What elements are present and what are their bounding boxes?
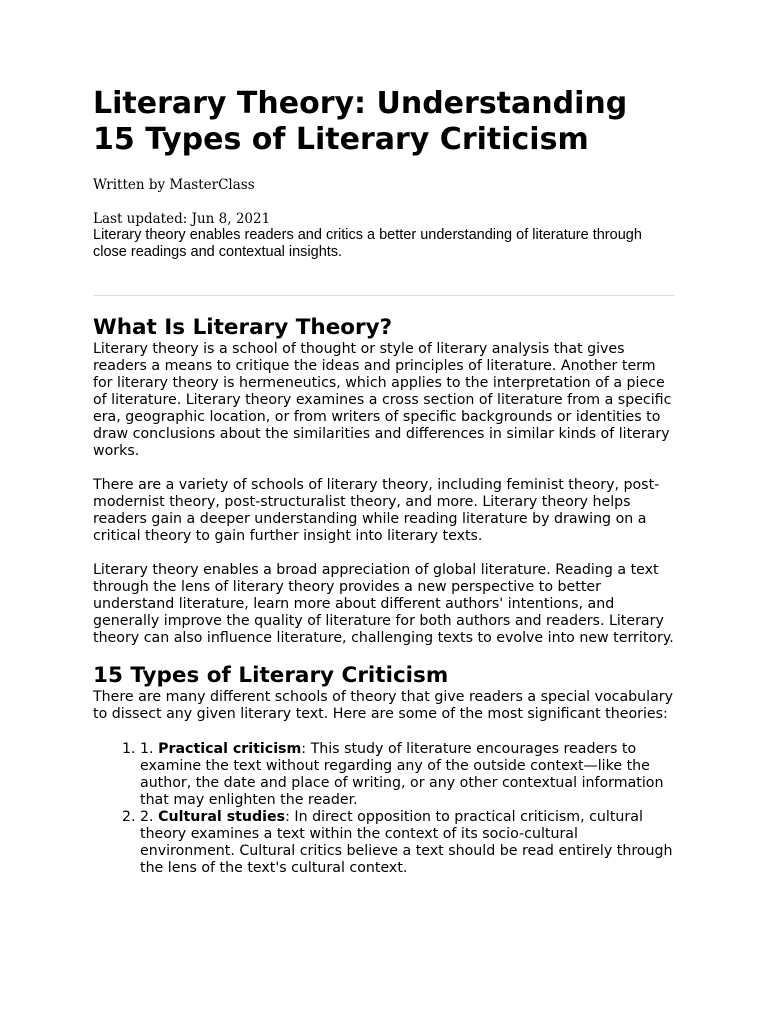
item-term: Practical criticism — [158, 741, 302, 757]
article — [93, 86, 675, 877]
divider — [93, 295, 675, 296]
list-item — [140, 741, 675, 809]
paragraph: There are a variety of schools of literary theory, including feminist theory, post-modernist theory, post-structuralist theory, and more. Literary theory helps readers gain a deeper understanding while reading literature by drawing on a critical theory to gain further insight into literary texts. — [93, 477, 660, 544]
byline: Written by MasterClass — [93, 177, 255, 193]
item-number: 1. — [140, 741, 154, 757]
item-term: Cultural studies — [158, 809, 286, 825]
item-text: : This study of literature encourages readers to examine the text without regarding any of the outside context—like the author, the date and place of writing, or any other contextual information that may enlighten the reader. — [140, 741, 664, 808]
section-heading-types: 15 Types of Literary Criticism — [93, 663, 449, 688]
section-heading-what-is: What Is Literary Theory? — [93, 315, 393, 340]
criticism-types-list — [93, 741, 675, 877]
article-summary: Literary theory enables readers and critics a better understanding of literature through close readings and contextual insights. — [93, 227, 642, 260]
paragraph: Literary theory enables a broad appreciation of global literature. Reading a text through the lens of literary theory provides a new perspective to better understand literature, learn more about different authors' intentions, and generally improve the quality of literature for both authors and readers. Literary theory can also influence literature, challenging texts to evolve into new territory. — [93, 562, 674, 646]
item-text: : In direct opposition to practical criticism, cultural theory examines a text within the context of its socio-cultural environment. Cultural critics believe a text should be read entirely through the lens of the text's cultural context. — [140, 809, 673, 876]
last-updated: Last updated: Jun 8, 2021 — [93, 211, 271, 227]
list-item — [140, 809, 675, 877]
section-intro: There are many different schools of theory that give readers a special vocabulary to dissect any given literary text. Here are some of the most significant theories: — [93, 689, 674, 722]
page-title: Literary Theory: Understanding 15 Types of Literary Criticism — [93, 86, 628, 157]
paragraph: Literary theory is a school of thought or style of literary analysis that gives readers a means to critique the ideas and principles of literature. Another term for literary theory is hermeneutics, which applies to the interpretation of a piece of literature. Literary theory examines a cross section of literature from a specific era, geographic location, or from writers of specific backgrounds or identities to draw conclusions about the similarities and differences in similar kinds of literary works. — [93, 341, 672, 459]
item-number: 2. — [140, 809, 154, 825]
